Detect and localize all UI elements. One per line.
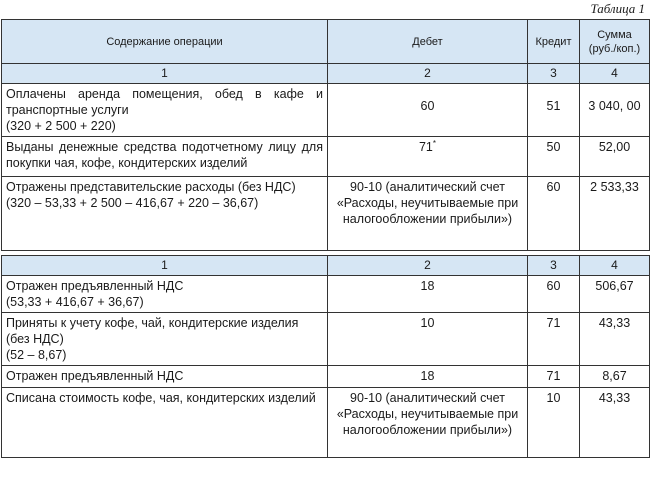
header-sum-line2: (руб./коп.) — [588, 42, 641, 55]
header-credit: Кредит — [528, 20, 580, 64]
row-calc: (53,33 + 416,67 + 36,67) — [6, 295, 144, 309]
header-content: Содержание операции — [2, 20, 328, 64]
row-sum: 43,33 — [580, 313, 650, 366]
header-row — [2, 20, 650, 64]
row-content — [2, 84, 328, 137]
number-row — [2, 64, 650, 84]
row-credit: 50 — [528, 137, 580, 177]
row-sum: 43,33 — [580, 388, 650, 458]
header-debit: Дебет — [328, 20, 528, 64]
row-content-text: Оплачены аренда помещения, обед в кафе и транспортные услуги — [6, 87, 323, 117]
row-content-text: Приняты к учету кофе, чай, кондитерские изделия (без НДС) — [6, 316, 299, 346]
table-row — [2, 84, 650, 137]
row-credit: 60 — [528, 177, 580, 251]
table-row — [2, 366, 650, 388]
row-content — [2, 137, 328, 177]
number-row — [2, 256, 650, 276]
row-content — [2, 276, 328, 313]
row-debit-value: 71 — [418, 140, 433, 154]
table-row — [2, 276, 650, 313]
row-content — [2, 177, 328, 251]
col-number-3: 3 — [528, 256, 580, 276]
row-calc: (320 – 53,33 + 2 500 – 416,67 + 220 – 36,67) — [6, 196, 259, 210]
col-number-1: 1 — [2, 256, 328, 276]
row-sum: 8,67 — [580, 366, 650, 388]
debit-footnote-mark: * — [432, 138, 437, 148]
header-sum — [580, 20, 650, 64]
row-credit: 60 — [528, 276, 580, 313]
row-content-text: Списана стоимость кофе, чая, кондитерских изделий — [6, 391, 316, 405]
row-debit — [328, 137, 528, 177]
row-calc: (320 + 2 500 + 220) — [6, 119, 116, 133]
table-row — [2, 388, 650, 458]
row-content — [2, 388, 328, 458]
row-debit: 90-10 (аналитический счет «Расходы, неучитываемые при налогообложении прибыли») — [328, 388, 528, 458]
row-debit: 90-10 (аналитический счет «Расходы, неучитываемые при налогообложении прибыли») — [328, 177, 528, 251]
table-row — [2, 137, 650, 177]
row-content-text: Выданы денежные средства подотчетному лицу для покупки чая, кофе, кондитерских изделий — [6, 140, 323, 170]
row-credit: 71 — [528, 366, 580, 388]
row-credit: 71 — [528, 313, 580, 366]
row-credit: 10 — [528, 388, 580, 458]
row-content-text: Отражен предъявленный НДС — [6, 279, 184, 293]
row-sum: 3 040, 00 — [580, 84, 650, 137]
row-content — [2, 313, 328, 366]
row-debit: 10 — [328, 313, 528, 366]
operations-table — [1, 19, 650, 458]
row-debit: 18 — [328, 366, 528, 388]
row-sum: 506,67 — [580, 276, 650, 313]
col-number-3: 3 — [528, 64, 580, 84]
col-number-2: 2 — [328, 256, 528, 276]
row-sum: 52,00 — [580, 137, 650, 177]
row-credit: 51 — [528, 84, 580, 137]
row-debit: 18 — [328, 276, 528, 313]
row-calc: (52 – 8,67) — [6, 348, 67, 362]
table-caption: Таблица 1 — [590, 1, 645, 16]
table-row — [2, 313, 650, 366]
row-content — [2, 366, 328, 388]
col-number-1: 1 — [2, 64, 328, 84]
table-row — [2, 177, 650, 251]
header-sum-line1: Сумма — [597, 28, 632, 41]
row-content-text: Отражены представительские расходы (без НДС) — [6, 180, 296, 194]
row-sum: 2 533,33 — [580, 177, 650, 251]
row-content-text: Отражен предъявленный НДС — [6, 369, 184, 383]
col-number-2: 2 — [328, 64, 528, 84]
col-number-4: 4 — [580, 64, 650, 84]
row-debit: 60 — [328, 84, 528, 137]
col-number-4: 4 — [580, 256, 650, 276]
